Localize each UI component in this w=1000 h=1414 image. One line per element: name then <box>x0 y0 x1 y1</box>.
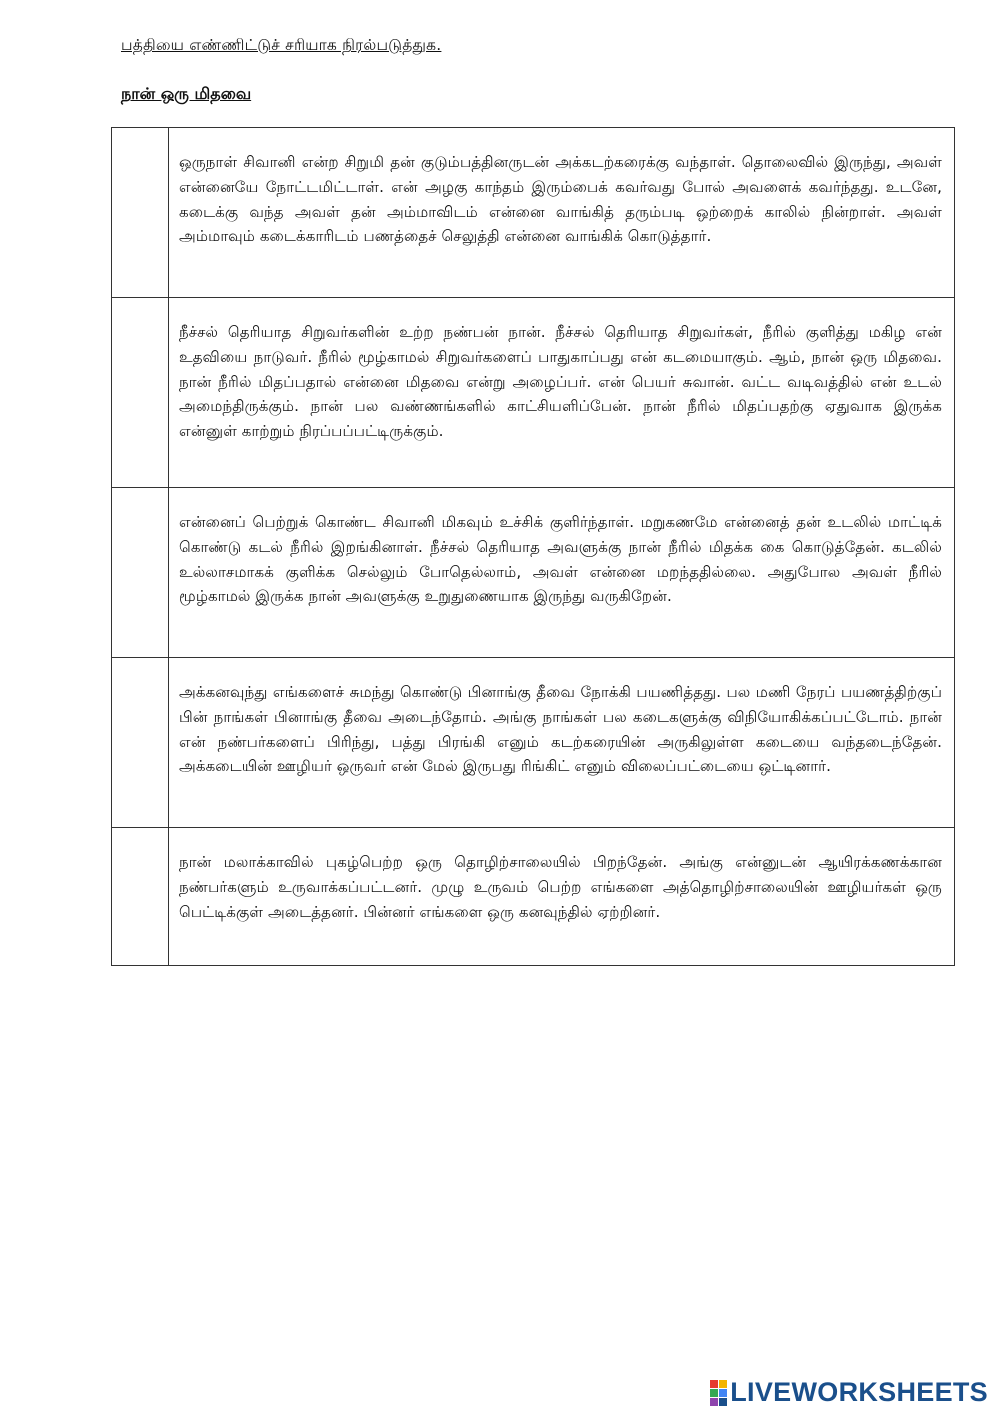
logo-square <box>710 1398 718 1406</box>
page-title: நான் ஒரு மிதவை <box>121 84 252 103</box>
table-row <box>112 488 955 658</box>
logo-square <box>710 1380 718 1388</box>
paragraph-1: ஒருநாள் சிவானி என்ற சிறுமி தன் குடும்பத்தினருடன் அக்கடற்கரைக்கு வந்தாள். தொலைவில் இருந்து, அவள் என்னையே நோட்டமிட்டாள். என் அழகு காந்தம் இரும்பைக் கவர்வது போல் அவளைக் கவர்ந்தது. உடனே, கடைக்கு வந்த அவள் தன் அம்மாவிடம் என்னை வாங்கித் தரும்படி ஒற்றைக் காலில் நின்றாள். அவள் அம்மாவும் கடைக்காரிடம் பணத்தைச் செலுத்தி என்னை வாங்கிக் கொடுத்தார். <box>169 128 955 298</box>
logo-square <box>710 1389 718 1397</box>
logo-square <box>719 1380 727 1388</box>
order-number-cell-4[interactable] <box>112 658 169 828</box>
logo-square <box>719 1398 727 1406</box>
paragraph-4: அக்கனவுந்து எங்களைச் சுமந்து கொண்டு பினாங்கு தீவை நோக்கி பயணித்தது. பல மணி நேரப் பயணத்திற்குப் பின் நாங்கள் பினாங்கு தீவை அடைந்தோம். அங்கு நாங்கள் பல கடைகளுக்கு விநியோகிக்கப்பட்டோம். நான் என் நண்பர்களைப் பிரிந்து, பத்து பிரங்கி எனும் கடற்கரையின் அருகிலுள்ள கடையை வந்தடைந்தேன். அக்கடையின் ஊழியர் ஒருவர் என் மேல் இருபது ரிங்கிட் எனும் விலைப்பட்டையை ஒட்டினார். <box>169 658 955 828</box>
paragraph-2: நீச்சல் தெரியாத சிறுவர்களின் உற்ற நண்பன் நான். நீச்சல் தெரியாத சிறுவர்கள், நீரில் குளித்து மகிழ என் உதவியை நாடுவர். நீரில் மூழ்காமல் சிறுவர்களைப் பாதுகாப்பது என் கடமையாகும். ஆம், நான் ஒரு மிதவை. நான் நீரில் மிதப்பதால் என்னை மிதவை என்று அழைப்பர். என் பெயர் சுவான். வட்ட வடிவத்தில் என் உடல் அமைந்திருக்கும். நான் பல வண்ணங்களில் காட்சியளிப்பேன். நான் நீரில் மிதப்பதற்கு ஏதுவாக இருக்க என்னுள் காற்றும் நிரப்பப்பட்டிருக்கும். <box>169 298 955 488</box>
ordering-table <box>111 127 955 966</box>
paragraph-5: நான் மலாக்காவில் புகழ்பெற்ற ஒரு தொழிற்சாலையில் பிறந்தேன். அங்கு என்னுடன் ஆயிரக்கணக்கான நண்பர்களும் உருவாக்கப்பட்டனர். முழு உருவம் பெற்ற எங்களை அத்தொழிற்சாலையின் ஊழியர்கள் ஒரு பெட்டிக்குள் அடைத்தனர். பின்னர் எங்களை ஒரு கனவுந்தில் ஏற்றினர். <box>169 828 955 966</box>
order-number-cell-1[interactable] <box>112 128 169 298</box>
logo-text: LIVEWORKSHEETS <box>730 1377 988 1407</box>
order-number-cell-5[interactable] <box>112 828 169 966</box>
order-number-cell-3[interactable] <box>112 488 169 658</box>
table-row <box>112 828 955 966</box>
logo-square <box>719 1389 727 1397</box>
table-row <box>112 658 955 828</box>
table-row <box>112 128 955 298</box>
table-row <box>112 298 955 488</box>
paragraph-3: என்னைப் பெற்றுக் கொண்ட சிவானி மிகவும் உச்சிக் குளிர்ந்தாள். மறுகணமே என்னைத் தன் உடலில் மாட்டிக் கொண்டு கடல் நீரில் இறங்கினாள். நீச்சல் தெரியாத அவளுக்கு நான் நீரில் மிதக்க கை கொடுத்தேன். கடலில் உல்லாசமாகக் குளிக்க செல்லும் போதெல்லாம், அவள் என்னை மறந்ததில்லை. அதுபோல அவள் நீரில் மூழ்காமல் இருக்க நான் அவளுக்கு உறுதுணையாக இருந்து வருகிறேன். <box>169 488 955 658</box>
instruction-text: பத்தியை எண்ணிட்டுச் சரியாக நிரல்படுத்துக. <box>121 36 442 54</box>
liveworksheets-logo <box>710 1377 988 1408</box>
order-number-cell-2[interactable] <box>112 298 169 488</box>
liveworksheets-logo-icon <box>710 1380 727 1406</box>
